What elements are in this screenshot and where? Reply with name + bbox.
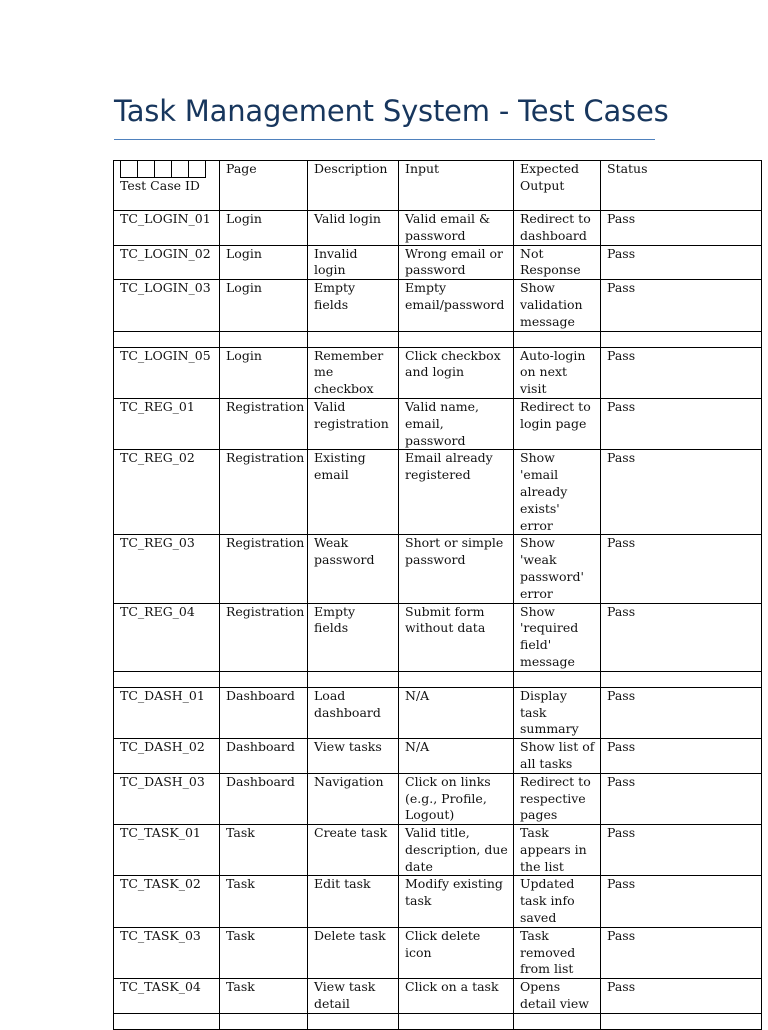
cell-status: Pass xyxy=(601,825,762,876)
cell-id: TC_LOGIN_03 xyxy=(114,280,220,331)
cell-status: Pass xyxy=(601,398,762,449)
cell-input: Modify existing task xyxy=(399,876,514,927)
table-row xyxy=(114,535,762,603)
cell-input: Click delete icon xyxy=(399,927,514,978)
cell-status: Pass xyxy=(601,603,762,671)
table-row xyxy=(114,603,762,671)
cell-input xyxy=(399,331,514,347)
table-row xyxy=(114,211,762,246)
cell-id: TC_TASK_03 xyxy=(114,927,220,978)
table-row xyxy=(114,347,762,398)
header-cell-status: Status xyxy=(601,161,762,211)
test-cases-table xyxy=(113,160,762,1030)
cell-input: Valid name, email, password xyxy=(399,398,514,449)
cell-page: Dashboard xyxy=(220,739,308,774)
cell-status: Pass xyxy=(601,927,762,978)
cell-page xyxy=(220,1013,308,1029)
cell-id: TC_REG_01 xyxy=(114,398,220,449)
cell-input: Click on links (e.g., Profile, Logout) xyxy=(399,773,514,824)
cell-input: Email already registered xyxy=(399,450,514,535)
cell-expected: Task appears in the list xyxy=(514,825,601,876)
title-underline xyxy=(114,139,655,140)
cell-input: N/A xyxy=(399,687,514,738)
header-cell-expected: Expected Output xyxy=(514,161,601,211)
cell-description: Remember me checkbox xyxy=(308,347,399,398)
cell-page: Registration xyxy=(220,450,308,535)
cell-input: Valid email & password xyxy=(399,211,514,246)
table-row xyxy=(114,398,762,449)
header-cell-id xyxy=(114,161,220,211)
cell-page: Login xyxy=(220,211,308,246)
table-row xyxy=(114,245,762,280)
cell-description: View task detail xyxy=(308,979,399,1014)
table-row xyxy=(114,739,762,774)
cell-description: Valid registration xyxy=(308,398,399,449)
cell-description xyxy=(308,331,399,347)
table-row xyxy=(114,773,762,824)
table-spacer-row xyxy=(114,331,762,347)
cell-description: Weak password xyxy=(308,535,399,603)
cell-page: Task xyxy=(220,825,308,876)
table-spacer-row xyxy=(114,671,762,687)
cell-expected: Not Response xyxy=(514,245,601,280)
cell-page: Login xyxy=(220,245,308,280)
cell-input: Click on a task xyxy=(399,979,514,1014)
cell-status xyxy=(601,331,762,347)
cell-page: Task xyxy=(220,979,308,1014)
cell-status: Pass xyxy=(601,245,762,280)
cell-page: Registration xyxy=(220,535,308,603)
cell-id: TC_LOGIN_01 xyxy=(114,211,220,246)
cell-status: Pass xyxy=(601,450,762,535)
cell-page: Registration xyxy=(220,398,308,449)
cell-id: TC_REG_03 xyxy=(114,535,220,603)
cell-expected: Updated task info saved xyxy=(514,876,601,927)
cell-description: Navigation xyxy=(308,773,399,824)
cell-expected xyxy=(514,331,601,347)
cell-id xyxy=(114,331,220,347)
cell-expected: Show list of all tasks xyxy=(514,739,601,774)
cell-status: Pass xyxy=(601,773,762,824)
cell-description: Load dashboard xyxy=(308,687,399,738)
cell-expected xyxy=(514,1013,601,1029)
cell-status: Pass xyxy=(601,979,762,1014)
cell-expected: Show validation message xyxy=(514,280,601,331)
cell-description: Existing email xyxy=(308,450,399,535)
header-cell-page: Page xyxy=(220,161,308,211)
cell-description xyxy=(308,671,399,687)
cell-input xyxy=(399,1013,514,1029)
cell-status: Pass xyxy=(601,739,762,774)
cell-expected: Show 'required field' message xyxy=(514,603,601,671)
cell-input: Wrong email or password xyxy=(399,245,514,280)
table-spacer-row xyxy=(114,1013,762,1029)
cell-id: TC_REG_02 xyxy=(114,450,220,535)
table-row xyxy=(114,825,762,876)
cell-id xyxy=(114,1013,220,1029)
cell-input: N/A xyxy=(399,739,514,774)
cell-id: TC_LOGIN_02 xyxy=(114,245,220,280)
cell-page: Login xyxy=(220,280,308,331)
cell-input: Click checkbox and login xyxy=(399,347,514,398)
header-cell-input: Input xyxy=(399,161,514,211)
table-row xyxy=(114,876,762,927)
cell-id: TC_TASK_04 xyxy=(114,979,220,1014)
cell-status: Pass xyxy=(601,347,762,398)
cell-status: Pass xyxy=(601,687,762,738)
table-row xyxy=(114,450,762,535)
cell-description xyxy=(308,1013,399,1029)
cell-expected: Show 'email already exists' error xyxy=(514,450,601,535)
cell-expected: Opens detail view xyxy=(514,979,601,1014)
cell-page xyxy=(220,331,308,347)
cell-status: Pass xyxy=(601,280,762,331)
cell-id: TC_LOGIN_05 xyxy=(114,347,220,398)
cell-id: TC_TASK_01 xyxy=(114,825,220,876)
cell-description: Create task xyxy=(308,825,399,876)
cell-input: Submit form without data xyxy=(399,603,514,671)
cell-page: Task xyxy=(220,876,308,927)
cell-expected: Task removed from list xyxy=(514,927,601,978)
cell-id: TC_TASK_02 xyxy=(114,876,220,927)
cell-expected: Redirect to respective pages xyxy=(514,773,601,824)
cell-page: Dashboard xyxy=(220,687,308,738)
cell-expected: Redirect to login page xyxy=(514,398,601,449)
table-row xyxy=(114,927,762,978)
page-title: Task Management System - Test Cases xyxy=(114,94,669,128)
cell-page: Dashboard xyxy=(220,773,308,824)
header-label-id: Test Case ID xyxy=(120,178,200,193)
cell-page: Login xyxy=(220,347,308,398)
cell-id: TC_DASH_02 xyxy=(114,739,220,774)
cell-page xyxy=(220,671,308,687)
cell-status xyxy=(601,1013,762,1029)
cell-input: Empty email/password xyxy=(399,280,514,331)
cell-status: Pass xyxy=(601,535,762,603)
cell-id: TC_DASH_01 xyxy=(114,687,220,738)
table-row xyxy=(114,979,762,1014)
cell-description: Empty fields xyxy=(308,603,399,671)
cell-expected: Auto-login on next visit xyxy=(514,347,601,398)
table-row xyxy=(114,280,762,331)
cell-description: View tasks xyxy=(308,739,399,774)
cell-description: Invalid login xyxy=(308,245,399,280)
cell-status: Pass xyxy=(601,876,762,927)
cell-description: Edit task xyxy=(308,876,399,927)
cell-description: Valid login xyxy=(308,211,399,246)
cell-id: TC_REG_04 xyxy=(114,603,220,671)
cell-page: Registration xyxy=(220,603,308,671)
cell-input xyxy=(399,671,514,687)
cell-status: Pass xyxy=(601,211,762,246)
table-header-row xyxy=(114,161,762,211)
cell-description: Delete task xyxy=(308,927,399,978)
table-row xyxy=(114,687,762,738)
cell-id: TC_DASH_03 xyxy=(114,773,220,824)
cell-expected: Show 'weak password' error xyxy=(514,535,601,603)
cell-expected xyxy=(514,671,601,687)
cell-expected: Display task summary xyxy=(514,687,601,738)
cell-id xyxy=(114,671,220,687)
cell-input: Short or simple password xyxy=(399,535,514,603)
cell-page: Task xyxy=(220,927,308,978)
cell-description: Empty fields xyxy=(308,280,399,331)
cell-expected: Redirect to dashboard xyxy=(514,211,601,246)
cell-status xyxy=(601,671,762,687)
header-cell-description: Description xyxy=(308,161,399,211)
id-boxes xyxy=(120,161,206,178)
cell-input: Valid title, description, due date xyxy=(399,825,514,876)
